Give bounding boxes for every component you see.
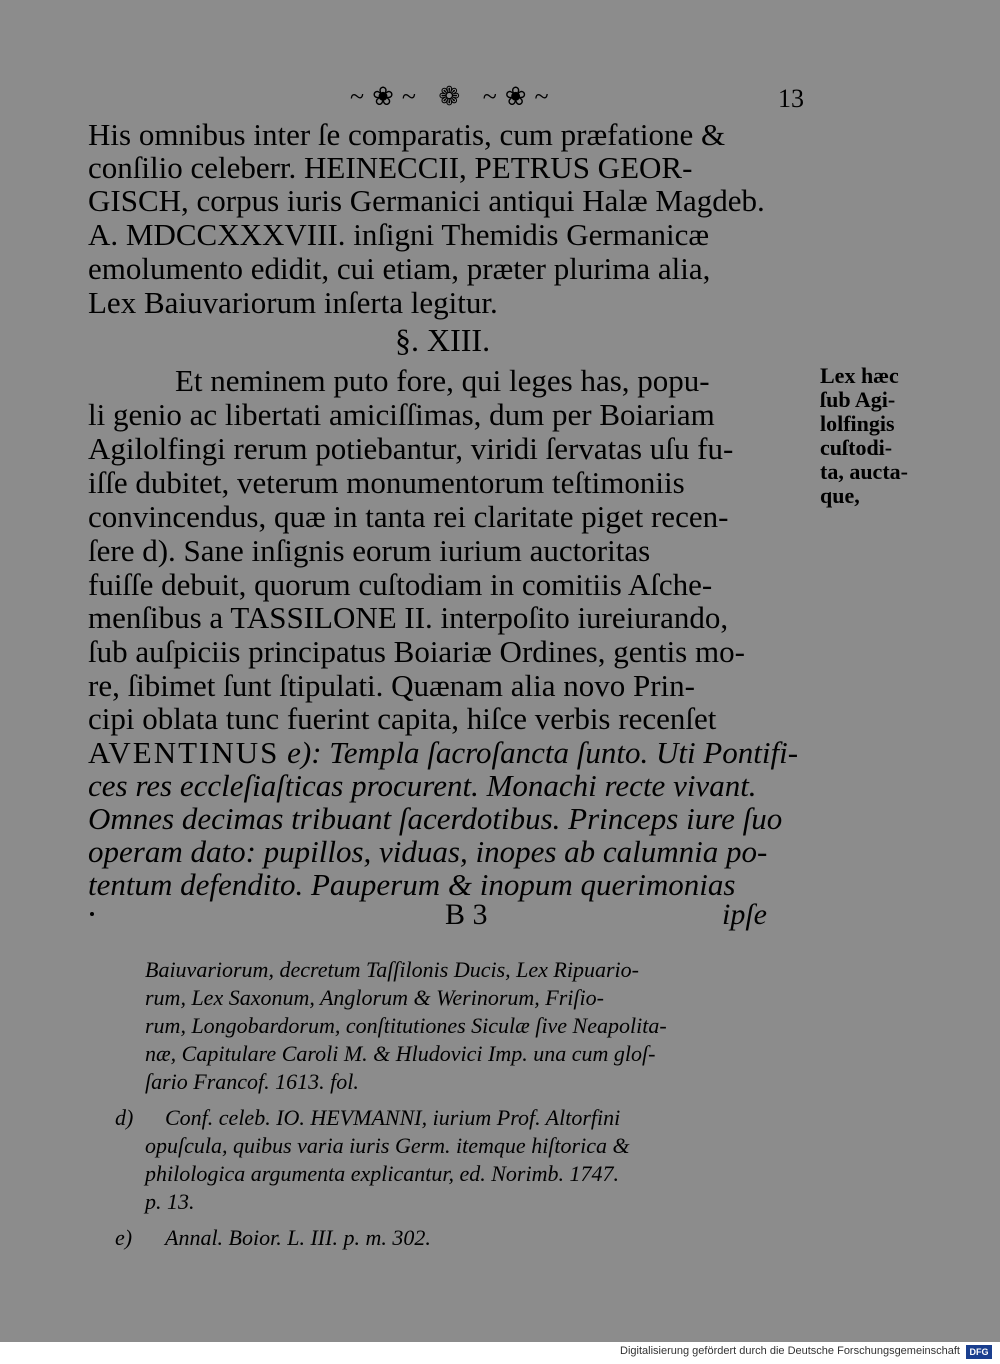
marginal-note-line: cuſtodi-	[820, 435, 893, 460]
marginal-note-line: Lex hæc	[820, 363, 899, 388]
footnote-line: rum, Lex Saxonum, Anglorum & Werinorum, Friſio-	[145, 985, 604, 1010]
body-line: menſibus a TASSILONE II. interpoſito iureiurando,	[88, 600, 729, 635]
footer-bar	[0, 1342, 1000, 1364]
marginal-note	[820, 364, 908, 508]
body-line: convincendus, quæ in tanta rei claritate piget recen-	[88, 499, 729, 534]
footnote-line: Conf. celeb. IO. HEVMANNI, iurium Prof. Altorfini	[165, 1105, 621, 1130]
footnote-line: opuſcula, quibus varia iuris Germ. itemque hiſtorica &	[145, 1133, 630, 1158]
footnote-line: næ, Capitulare Caroli M. & Hludovici Imp. una cum gloſ-	[145, 1041, 656, 1066]
section-heading: §. XIII.	[395, 322, 491, 358]
body-line: fuiſſe debuit, quorum cuſtodiam in comitiis Aſche-	[88, 567, 713, 602]
signature-mark: B 3	[445, 898, 488, 931]
body-line: A. MDCCXXXVIII. inſigni Themidis Germanicæ	[88, 217, 710, 252]
body-line-aventinus	[88, 736, 798, 769]
body-line: ſub auſpiciis principatus Boiariæ Ordines, gentis mo-	[88, 634, 745, 669]
footer-credit: Digitalisierung gefördert durch die Deutsche Forschungsgemeinschaft	[620, 1345, 960, 1357]
footnote-line: philologica argumenta explicantur, ed. Norimb. 1747.	[145, 1161, 619, 1186]
body-line: conſilio celeberr. HEINECCII, PETRUS GEOR-	[88, 150, 693, 185]
marginal-note-line: que,	[820, 483, 860, 508]
footnote-label-d: d)	[115, 1105, 134, 1130]
footnote-line: ſario Francof. 1613. fol.	[145, 1069, 359, 1094]
footnote-line: Annal. Boior. L. III. p. m. 302.	[165, 1225, 431, 1250]
dfg-logo: DFG	[966, 1345, 992, 1359]
body-line-rest: e): Templa ſacroſancta ſunto. Uti Pontifi-	[279, 735, 799, 770]
body-line: cipi oblata tunc fuerint capita, hiſce verbis recenſet	[88, 701, 717, 736]
body-line: His omnibus inter ſe comparatis, cum præfatione &	[88, 117, 726, 152]
quote-line: ces res eccleſiaſticas procurent. Monachi recte vivant.	[88, 768, 757, 803]
author-name: AVENTINUS	[88, 735, 280, 770]
body-line: re, ſibimet ſunt ſtipulati. Quænam alia novo Prin-	[88, 668, 695, 703]
body-line: li genio ac libertati amiciſſimas, dum per Boiariam	[88, 397, 715, 432]
catchword: ipſe	[722, 898, 767, 931]
footnote-label-e: e)	[115, 1225, 133, 1250]
body-line: GISCH, corpus iuris Germanici antiqui Halæ Magdeb.	[88, 183, 765, 218]
print-mark	[90, 912, 94, 916]
page-number: 13	[778, 84, 804, 113]
body-line: Agilolfingi rerum potiebantur, viridi ſervatas uſu fu-	[88, 431, 734, 466]
marginal-note-line: ta, aucta-	[820, 459, 908, 484]
quote-line: tentum defendito. Pauperum & inopum querimonias	[88, 867, 736, 902]
footnote-line: rum, Longobardorum, conſtitutiones Siculæ ſive Neapolita-	[145, 1013, 667, 1038]
body-line: Lex Baiuvariorum inſerta legitur.	[88, 285, 498, 320]
quote-line: operam dato: pupillos, viduas, inopes ab calumnia po-	[88, 834, 768, 869]
marginal-note-line: lolfingis	[820, 411, 895, 436]
footnote-line: p. 13.	[145, 1189, 195, 1214]
body-line: iſſe dubitet, veterum monumentorum teſtimoniis	[88, 465, 685, 500]
quote-line: Omnes decimas tribuant ſacerdotibus. Princeps iure ſuo	[88, 801, 783, 836]
marginal-note-line: ſub Agi-	[820, 387, 896, 412]
body-line: ſere d). Sane inſignis eorum iurium auctoritas	[88, 533, 651, 568]
header-ornament: ~❀~ ❁ ~❀~	[350, 82, 557, 111]
footnote-line: Baiuvariorum, decretum Taſſilonis Ducis, Lex Ripuario-	[145, 957, 639, 982]
body-line: Et neminem puto fore, qui leges has, popu-	[175, 363, 710, 398]
body-line: emolumento edidit, cui etiam, præter plurima alia,	[88, 251, 711, 286]
